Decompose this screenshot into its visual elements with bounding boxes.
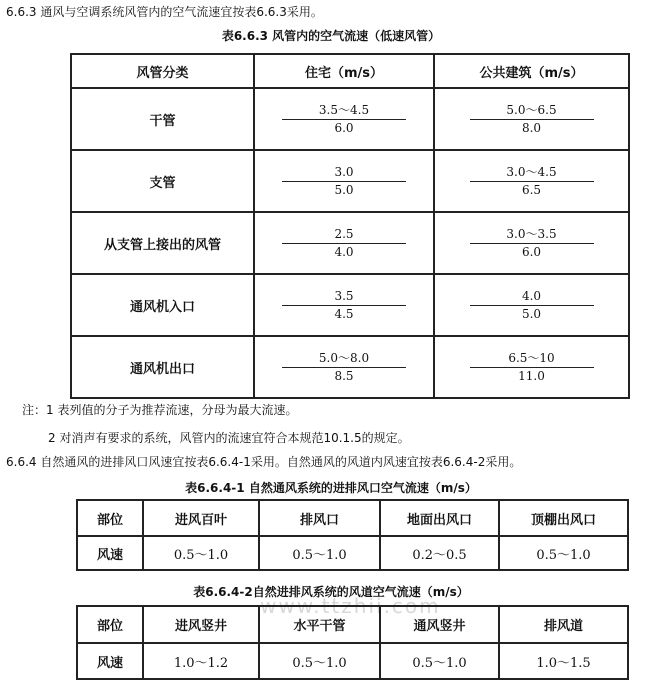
public-cell [434, 274, 629, 336]
public-cell [434, 212, 629, 274]
recommended-speed: 3.0～3.5 [470, 227, 594, 244]
max-speed: 4.0 [334, 244, 354, 259]
row-label: 支管 [71, 150, 254, 212]
watermark: www.ttzhii.com [260, 594, 441, 618]
fraction [282, 165, 406, 198]
table-row [71, 150, 629, 212]
header-intake-shaft: 进风竖井 [143, 606, 259, 643]
table-row [77, 643, 628, 679]
max-speed: 8.0 [521, 120, 542, 135]
speed-cell: 1.0～1.2 [143, 643, 259, 679]
table-row [71, 336, 629, 398]
table-row [77, 536, 628, 570]
residential-cell [254, 88, 434, 150]
row-label: 从支管上接出的风管 [71, 212, 254, 274]
table-header-row [71, 54, 629, 88]
speed-cell: 0.5～1.0 [499, 536, 628, 570]
table-row [71, 212, 629, 274]
residential-cell [254, 150, 434, 212]
fraction [282, 351, 406, 384]
header-horizontal-main: 水平干管 [259, 606, 380, 643]
table-row [71, 88, 629, 150]
fraction [470, 165, 594, 198]
recommended-speed: 5.0～8.0 [282, 351, 406, 368]
speed-cell: 0.5～1.0 [259, 536, 380, 570]
max-speed: 8.5 [334, 368, 354, 383]
max-speed: 6.5 [521, 182, 542, 197]
max-speed: 6.0 [521, 244, 542, 259]
recommended-speed: 3.0～4.5 [470, 165, 594, 182]
recommended-speed: 2.5 [282, 227, 406, 244]
header-ventilation-shaft: 通风竖井 [380, 606, 499, 643]
note-2: 2 对消声有要求的系统，风管内的流速宜符合本规范10.1.5的规定。 [48, 431, 410, 445]
header-floor-outlet: 地面出风口 [380, 500, 499, 536]
recommended-speed: 3.5 [282, 289, 406, 306]
max-speed: 11.0 [518, 368, 545, 383]
row-label: 通风机出口 [71, 336, 254, 398]
table-row [71, 274, 629, 336]
table-6-6-3 [70, 53, 630, 399]
row-label-speed: 风速 [77, 643, 143, 679]
table-6-6-4-2-caption: 表6.6.4-2自然进排风系统的风道空气流速（m/s） [193, 585, 469, 599]
public-cell [434, 88, 629, 150]
header-intake-louver: 进风百叶 [143, 500, 259, 536]
table-header-row [77, 606, 628, 643]
fraction [470, 351, 594, 384]
speed-cell: 0.5～1.0 [143, 536, 259, 570]
fraction [470, 227, 594, 260]
max-speed: 6.0 [334, 120, 354, 135]
residential-cell [254, 212, 434, 274]
table-6-6-4-1 [76, 499, 629, 571]
speed-cell: 0.5～1.0 [259, 643, 380, 679]
max-speed: 5.0 [521, 306, 542, 321]
table-6-6-3-caption: 表6.6.3 风管内的空气流速（低速风管） [221, 29, 441, 43]
note-1: 注：1 表列值的分子为推荐流速，分母为最大流速。 [22, 403, 298, 417]
residential-cell [254, 336, 434, 398]
speed-cell: 1.0～1.5 [499, 643, 628, 679]
header-ceiling-outlet: 顶棚出风口 [499, 500, 628, 536]
section-6-6-3-text: 6.6.3 通风与空调系统风管内的空气流速宜按表6.6.3采用。 [6, 5, 323, 19]
table-6-6-4-2 [76, 605, 629, 680]
table-6-6-4-1-caption: 表6.6.4-1 自然通风系统的进排风口空气流速（m/s） [185, 481, 477, 495]
recommended-speed: 5.0～6.5 [470, 103, 594, 120]
recommended-speed: 4.0 [470, 289, 594, 306]
fraction [282, 289, 406, 322]
speed-cell: 0.5～1.0 [380, 643, 499, 679]
header-public-building: 公共建筑（m/s） [434, 54, 629, 88]
public-cell [434, 150, 629, 212]
row-label: 通风机入口 [71, 274, 254, 336]
recommended-speed: 3.0 [282, 165, 406, 182]
speed-cell: 0.2～0.5 [380, 536, 499, 570]
row-label: 干管 [71, 88, 254, 150]
header-exhaust-duct: 排风道 [499, 606, 628, 643]
fraction [282, 103, 406, 136]
max-speed: 4.5 [334, 306, 354, 321]
max-speed: 5.0 [334, 182, 354, 197]
fraction [282, 227, 406, 260]
header-exhaust-outlet: 排风口 [259, 500, 380, 536]
header-duct-type: 风管分类 [71, 54, 254, 88]
section-6-6-4-text: 6.6.4 自然通风的进排风口风速宜按表6.6.4-1采用。自然通风的风道内风速宜按表6.6.4-2采用。 [6, 455, 522, 469]
header-residential: 住宅（m/s） [254, 54, 434, 88]
fraction [470, 289, 594, 322]
fraction [470, 103, 594, 136]
recommended-speed: 6.5～10 [470, 351, 594, 368]
header-part: 部位 [77, 606, 143, 643]
row-label-speed: 风速 [77, 536, 143, 570]
header-part: 部位 [77, 500, 143, 536]
recommended-speed: 3.5～4.5 [282, 103, 406, 120]
residential-cell [254, 274, 434, 336]
table-header-row [77, 500, 628, 536]
public-cell [434, 336, 629, 398]
